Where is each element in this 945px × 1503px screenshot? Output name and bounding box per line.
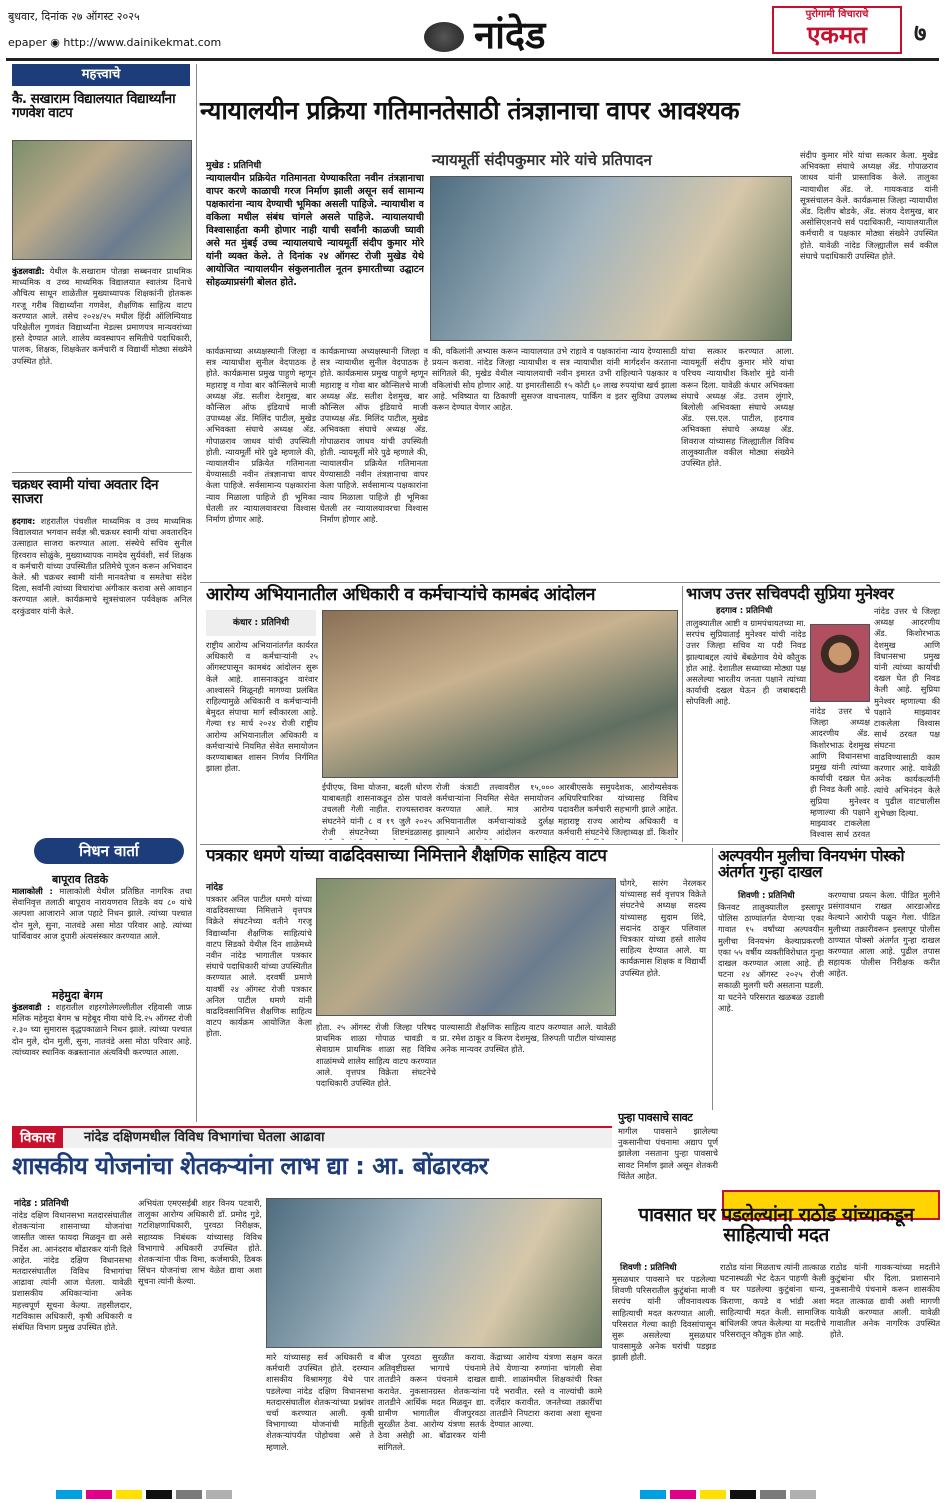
obituary2-body: [12, 1002, 192, 1122]
health-text1: राष्ट्रीय आरोग्य अभियानांतर्गत कार्यरत अधिकारी व कर्मचाऱ्यांनी २५ ऑगस्टपासून कामबंद आंदोलन सुरू केले आहे. शासनाकडून वारंवार आश्वासने मिळूनही मागण्या प्रलंबित राहिल्यामुळे अधिकारी व कर्मचाऱ्यांनी बेमुदत संपाचा मार्ग स्वीकारला आहे. गेल्या १४ मार्च २०२४ रोजी राष्ट्रीय आरोग्य अभियानातील अधिकारी व कर्मचाऱ्यांचे नियमित सेवेत समायोजन करण्याबाबत शासन निर्णय निर्गमित झाला होता.: [206, 640, 318, 774]
pocso-text1: किनवट तालुक्यातील इस्लापूर पोलिस ठाण्यांतर्गत येणाऱ्या एका गावात १५ वर्षांच्या अल्पवयीन मुलीचा विनयभंग केल्याप्रकरणी एका ५५ वर्षीय व्यक्तीविरोधात गुन्हा दाखल करण्यात आला आहे. ही घटना २४ ऑगस्ट २०२५ रोजी सकाळी मुलगी घरी असताना घडली. या घटनेने परिसरात खळबळ उडाली आहे.: [718, 902, 824, 1013]
epaper-label: epaper: [8, 36, 47, 49]
pocso-dateline: शिवणी : प्रतिनिधी: [738, 891, 795, 901]
vikas-meeting-photo: [266, 1198, 602, 1348]
court-inauguration-photo: [430, 176, 792, 341]
journalist-text4: घोगरे, सारंग नेरलकर यांच्यासह सर्व वृत्तपत्र विक्रेते संघटनेचे अध्यक्ष सदस्य यांच्यासह सुदाम शिंदे, सदानंद ठाकूर पलिवाल चित्रकार यांच्या हस्ते शालेय साहित्य देण्यात आले. या कार्यक्रमास शिक्षक व विद्यार्थी उपस्थित होते.: [620, 878, 706, 978]
journalist-text1: पत्रकार अनिल पाटील धमणे यांच्या वाढदिवसाच्या निमित्ताने वृत्तपत्र विक्रेते संघटनेच्या वतीने गरजू विद्यार्थ्यांना शैक्षणिक साहित्यांचे वाटप सिडको येथील दिन शाळेमध्ये नवीन नांदेड भागातील पत्रकार संघाचे पदाधिकारी यांच्या उपस्थितीत करण्यात आले. दरवर्षी प्रमाणे यावर्षी २४ ऑगस्ट रोजी पत्रकार अनिल पाटील धमणे यांनी वाढदिवसानिमित्त शैक्षणिक साहित्य वाटप कार्यक्रम आयोजित केला होता.: [206, 894, 312, 1039]
obituary1-name: बापूराव तिडके: [52, 873, 109, 886]
obituary2-text: शहरातील शहरगोलेगल्लीतील रहिवासी जाफ्र मलिक महेमुदा बेगम भ्र महेबूद मीया यांचे दि.२५ ऑगस्ट रोजी २.३० च्या सुमारास वृद्धपकाळाने निधन झाले. त्यांच्या पश्चात दोन मुले, दोन मुली, सुना, नातवंडे असा मोठा परिवार आहे. त्यांच्यावर स्थानिक कब्रस्तानात अंत्यविधी करण्यात आला.: [12, 1002, 192, 1057]
sidebar-story1-dateline: कुंडलवाडी:: [12, 266, 45, 276]
vikas-strip-text: नांदेड दक्षिणमधील विविध विभागांचा घेतला आढावा: [84, 1130, 325, 1145]
lead-body-col2: की, वकिलांनी अभ्यास करून न्यायालयात उभे राहावे व पक्षकारांना न्याय देण्यासाठी प्रयत्न करावा. नांदेड जिल्हा न्यायाधीश व सत्र न्यायाधीश यांनी मार्गदर्शन करताना सांगितले की, मुखेड येथील न्यायालयाची नवीन इमारत उभी राहिल्याने पक्षकार व वकिलांची सोय होणार आहे. या इमारतीसाठी १५ कोटी ६० लाख रुपयांचा खर्च झाला आहे. भविष्यात या ठिकाणी सुसज्ज वाचनालय, पार्किंग व इतर सुविधा उपलब्ध करून देण्यात येणार आहेत.: [432, 346, 677, 413]
lead-headline: न्यायालयीन प्रक्रिया गतिमानतेसाठी तंत्रज्ञानाचा वापर आवश्यक: [200, 96, 740, 125]
brand-name: एकमत: [807, 20, 867, 49]
lead-body-col3: यांचा सत्कार करण्यात आला. न्यायमूर्ती संदीप कुमार मोरे यांचा परिचय न्यायाधीश किशोर मुंडे यांनी करून दिला. यावेळी कंधार अभिवक्ता संघाचे अध्यक्ष ॲड. उत्तम लुंगारे, बिलोली अभिवक्ता संघाचे अध्यक्ष ॲड. एस.एल. पाटील, हदगाव अभिवक्ता संघाचे अध्यक्ष ॲड. शिवराज यांच्यासह जिल्ह्यातील विविध तालुक्यातील वकील मोठ्या संख्येने उपस्थित होते.: [681, 346, 794, 469]
brand-logo: [772, 6, 902, 54]
journalist-text2: होता. २५ ऑगस्ट रोजी जिल्हा परिषद प्राथमिक शाळा गोपाळ चावडी व सेवाग्राम प्राथमिक शाळा सह विविध शाळांमध्ये शालेय साहित्य वाटप करण्यात आले. वृत्तपत्र विक्रेता संघटनेचे पदाधिकारी उपस्थित होते.: [316, 1022, 436, 1089]
obituary1-body: [12, 886, 192, 982]
obituary1-dateline: मालाकोली :: [12, 886, 53, 896]
rain-brief-text: मागील पावसाने झालेल्या नुकसानीचा पंचनामा अद्याप पूर्ण झालेला नसताना पुन्हा पावसाचे सावट निर्माण झाले असून शेतकरी चिंतेत आहेत.: [618, 1126, 718, 1181]
lead-intro: न्यायालयीन प्रक्रियेत गतिमानता येण्याकरिता नवीन तंत्रज्ञानाचा वापर करणे काळाची गरज निर्माण झाली असून सर्व सामान्य पक्षकारांना न्याय देण्याची भूमिका असली पाहिजे. न्यायाधीश व वकिला मधील संबंध चांगले असले पाहिजे. न्यायालयाची विश्वासार्हता कमी होणार नाही याची सर्वांनी काळजी घ्यावी असे मत मुंबई उच्च न्यायालयाचे न्यायमूर्ती संदीप कुमार मोरे यांनी व्यक्त केले. ते दिनांक २४ ऑगस्ट रोजी मुखेड येथे आयोजित न्यायालयीन संकुलनातील नूतन इमारतीच्या उद्घाटन सोहळ्याप्रसंगी बोलत होते.: [206, 173, 424, 288]
bjp-dateline: हदगाव : प्रतिनिधी: [716, 606, 773, 616]
bjp-text1: तालुक्यातील आष्टी व ग्रामपंचायतच्या मा. सरपंच सुप्रियाताई मुनेश्वर यांची नांदेड उत्तर जिल्हा सचिव या पदी निवड झाल्याबद्दल त्यांचे बेंबळेगाव येथे कौतुक होत आहे. देशातील सध्याच्या मोठ्या पक्ष असलेल्या भारतीय जनता पक्षाने त्यांच्या कार्याची दखल घेऊन ही जबाबदारी सोपविली आहे.: [686, 618, 806, 707]
health-text2: ईपीएफ, विमा योजना, बदली धोरण याबाबतही शासनाकडून ठोस पावले उचलली गेली नाहीत. राज्यस्तरावर संघटनेने यांनी ८ व १९ जुलै २०२५ रोजी संघटनेच्या शिष्टमंडळासह: [322, 782, 432, 837]
divider: [200, 582, 940, 583]
lead-body-col4: संदीप कुमार मोरे यांचा सत्कार केला. मुखेड अभिवक्ता संघाचे अध्यक्ष ॲड. गोपाळराव जाधव यांनी प्रास्ताविक केले. तालुका न्यायाधीश ॲड. जे. गायकवाड यांनी सूत्रसंचालन केले. कार्यक्रमास जिल्हा न्यायाधीश ॲड. दिलीप बोडके, ॲड. संजय देशमुख, बार असोसिएशनचे सर्व पदाधिकारी, न्यायालयातील कर्मचारी व पक्षकार मोठ्या संख्येने उपस्थित होते. यावेळी नांदेड जिल्ह्यातील सर्व वकील संघाचे पदाधिकारी उपस्थित होते.: [800, 150, 938, 261]
vikas-strip: [12, 1126, 612, 1148]
vikas-text3: मारे यांच्यासह सर्व अधिकारी व कर्मचारी उपस्थित होते. दरम्यान शासकीय विश्रामगृह येथे पार पडलेल्या नांदेड दक्षिण विधानसभा मतदारसंघातील शेतकऱ्यांच्या प्रश्नांवर चर्चा करण्यात आली. कृषी विभागाच्या योजनांची माहिती शेतकऱ्यांपर्यंत पोहोचवा असे ते म्हणाले.: [266, 1352, 374, 1452]
health-dateline: कंधार : प्रतिनिधी: [206, 610, 316, 636]
column-rule: [196, 64, 197, 1122]
website-url: http://www.dainikekmat.com: [63, 36, 222, 49]
city-name: नांदेड: [474, 12, 546, 57]
bjp-headline: भाजप उत्तर सचिवपदी सुप्रिया मुनेश्वर: [686, 584, 894, 603]
health-text4: आरबीएसके समुपदेशक, आरोग्यसेवक अधिपरिचारिका यांच्यासह विविध पदावरील कर्मचारी सहभागी झाले आहेत. महाराष्ट्र राज्य आरोग्य अधिकारी व कर्मचारी संघटनेचे जिल्हाध्यक्ष डॉ. किशोर: [558, 782, 678, 837]
obituary2-name: महेमुदा बेगम: [52, 989, 103, 1002]
obituary1-text: मालाकोली येथील प्रतिष्ठित नागरिक तथा सेवानिवृत्त तलाठी बापूराव नारायणराव तिडके वय ८० यांचे अल्पशा आजाराने आज पहाटे निधन झाले. त्यांच्या पश्चात दोन मुले, सुना, नातवंडे असा मोठा परिवार आहे. त्यांच्या पार्थिवावर आज दुपारी अंत्यसंस्कार करण्यात आले.: [12, 886, 192, 941]
pocso-text2: करण्याचा प्रयत्न केला. पीडित मुलीने प्रसंगावधान राखत आरडाओरड केल्याने आरोपी पळून गेला. पीडित मुलीच्या तक्रारीवरून इस्लापूर पोलीस ठाण्यात पोक्सो अंतर्गत गुन्हा दाखल करण्यात आला आहे. पुढील तपास सहायक पोलीस निरीक्षक करीत आहेत.: [828, 890, 940, 979]
lead-dateline: मुखेड : प्रतिनिधी: [206, 161, 262, 171]
city-emblem-icon: [424, 22, 464, 52]
lead-subhead: न्यायमूर्ती संदीपकुमार मोरे यांचे प्रतिपादन: [432, 151, 652, 169]
divider: [12, 472, 192, 473]
journalist-text3: पाल्यासाठी शैक्षणिक साहित्य वाटप करण्यात आले. यावेळी प्रा. रमेश ठाकूर व किरण देशमुख, तिरुपती पाटील यांच्यासह अनेक मान्यवर उपस्थित होते.: [440, 1022, 616, 1055]
sidebar-story2-dateline: हदगाव:: [12, 516, 36, 526]
house-text1: मुसळधार पावसाने घर पडलेल्या शिवणी परिसरातील कुटुंबांना माजी सरपंच यांनी जीवनावश्यक साहित्याची मदत करण्यात आली. परिसरात गेल्या काही दिवसांपासून सुरू असलेल्या मुसळधार पावसामुळे अनेक घरांची पडझड झाली होती.: [612, 1274, 716, 1363]
sidebar-story2-text: शहरातील पंचशील माध्यमिक व उच्च माध्यमिक विद्यालयात भगवान सर्वज्ञ श्री.चक्रधर स्वामी यांचा अवतारदिन उत्साहात साजरा करण्यात आला. संस्थेचे सचिव सुनील हिरवराव सोळुंके, मुख्याध्यापक नामदेव सुर्यवंशी, सर्व शिक्षक व कर्मचारी यांच्या उपस्थितीत प्रतिमेचे पूजन करून अभिवादन केले. श्री चक्रधर स्वामी यांनी मानवतेचा व समतेचा संदेश दिला, सर्वांनी त्यांच्या विचारांचा अंगीकार करावा असे आवाहन करण्यात आले. कार्यक्रमाचे सूत्रसंचालन पर्यवेक्षक अनिल दरकुंडवार यांनी केले.: [12, 516, 192, 616]
vikas-text4: बीज पुरवठा सुरळीत करावा. अतिवृष्टीग्रस्त भागाचे पंचनामे तातडीने करून पंचनामे दाखल करावेत. नुकसानग्रस्त शेतकऱ्यांना तातडीने आर्थिक मदत मिळवून द्या. ग्रामीण भागातील वीजपुरवठा सुरळीत ठेवा. आरोग्य यंत्रणा सतर्क ठेवा असेही आ. बोंढारकर यांनी सांगितले.: [378, 1352, 486, 1452]
pocso-headline: अल्पवयीन मुलीचा विनयभंग पोस्को अंतर्गत गुन्हा दाखल: [718, 847, 904, 882]
issue-date: बुधवार, दिनांक २७ ऑगस्ट २०२५: [8, 10, 140, 23]
vikas-headline: शासकीय योजनांचा शेतकऱ्यांना लाभ द्या : आ. बोंढारकर: [12, 1152, 488, 1180]
house-text2: राठोड यांना मिळताच त्यांनी तात्काळ घटनास्थळी भेट देऊन पाहणी केली व घर पडलेल्या कुटुंबांना धान्य, किराणा, कपडे व भांडी अशा साहित्याची मदत केली. सामाजिक बांधिलकी जपत केलेल्या या मदतीचे परिसरातून कौतुक होत आहे.: [720, 1262, 826, 1340]
sidebar-story1-text: येथील कै.सखाराम पोतन्ना सब्बनवार प्राथमिक माध्यमिक व उच्च माध्यमिक विद्यालयात स्वातंत्र्य दिनाचे औचित्य साधून शाळेतील मुख्याध्यापक शिक्षकांनी होतकरू गरजू गरीब विद्यार्थ्यांना गणवेश, शैक्षणिक साहित्य वाटप करण्यात आले. तसेच २०२४/२५ मधील हिंदी ऑलिम्पियाड परिक्षेतील गुणवंत विद्यार्थ्यांना मेडल्स प्रमाणपत्र मान्यवरांच्या हस्ते देण्यात आले. शालेय व्यवस्थापन समितीचे पदाधिकारी, पालक, शिक्षक, शिक्षकेतर कर्मचारी व विद्यार्थी मोठ्या संख्येने उपस्थित होते.: [12, 266, 192, 366]
sidebar-story1-title: कै. सखाराम विद्यालयात विद्यार्थ्यांना गणवेश वाटप: [12, 91, 176, 122]
health-text3: रोजी कंत्राटी तत्त्वावरील १५,००० कर्मचाऱ्यांना नियमित सेवेत समायोजन करण्यात आले. मात्र आरोग्य अभियानातील कर्मचाऱ्यांकडे दुर्लक्ष झाल्याने आरोग्य आंदोलन करण्यात: [436, 782, 554, 837]
rain-brief-headline: पुन्हा पावसाचे सावट: [618, 1111, 693, 1124]
lead-body-col1: कार्यक्रमाच्या अध्यक्षस्थानी जिल्हा व सत्र न्यायाधीश सुनील वेदपाठक हे होते. कार्यक्रमास प्रमुख पाहुणे म्हणून महाराष्ट्र व गोवा बार कौन्सिलचे माजी अध्यक्ष ॲड. सतीश देशमुख, बार कौन्सिल ऑफ इंडियाचे माजी उपाध्यक्ष ॲड. मिलिंद पाटील, मुखेड अभिवक्ता संघाचे अध्यक्ष ॲड. गोपाळराव जाधव यांची उपस्थिती होती. न्यायमूर्ती मोरे पुढे म्हणाले की, न्यायालयीन प्रक्रियेत गतिमानता येण्यासाठी नवीन तंत्रज्ञानाचा वापर केला पाहिजे. सर्वसामान्य पक्षकारांना न्याय मिळाला पाहिजे ही भूमिका घेतली तर न्यायालयावरचा विश्वास निर्माण होणार आहे.: [206, 346, 316, 525]
sidebar-story1-body: [12, 266, 192, 466]
lead-body-col1b: कार्यक्रमाच्या अध्यक्षस्थानी जिल्हा व सत्र न्यायाधीश सुनील वेदपाठक हे होते. कार्यक्रमास प्रमुख पाहुणे म्हणून महाराष्ट्र व गोवा बार कौन्सिलचे माजी अध्यक्ष ॲड. सतीश देशमुख, बार कौन्सिल ऑफ इंडियाचे माजी उपाध्यक्ष ॲड. मिलिंद पाटील, मुखेड अभिवक्ता संघाचे अध्यक्ष ॲड. गोपाळराव जाधव यांची उपस्थिती होती. न्यायमूर्ती मोरे पुढे म्हणाले की, न्यायालयीन प्रक्रियेत गतिमानता येण्यासाठी नवीन तंत्रज्ञानाचा वापर केला पाहिजे. सर्वसामान्य पक्षकारांना न्याय मिळाला पाहिजे ही भूमिका घेतली तर न्यायालयावरचा विश्वास निर्माण होणार आहे.: [320, 346, 428, 525]
bjp-text2a: नांदेड उत्तर चे जिल्हा अध्यक्ष आदरणीय ॲड. किशोरभाऊ देशमुख आणि विधानसभा प्रमुख यांनी त्यांच्या कार्याची दखल घेत ही निवड केली आहे. सुप्रिया मुनेश्वर म्हणाल्या की पक्षाने माझ्यावर टाकलेला विश्वास सार्थ ठरवत पक्ष संघटना वाढविण्यासाठी काम करणार आहे. यावेळी अनेक कार्यकर्त्यांनी त्यांचे अभिनंदन केले व पुढील वाटचालीस शुभेच्छा दिल्या.: [874, 606, 940, 818]
globe-icon: ◉: [50, 36, 60, 49]
vikas-text1: नांदेड दक्षिण विधानसभा मतदारसंघातील शेतकऱ्यांना शासनाच्या योजनांचा जास्तीत जास्त फायदा मिळवून द्या असे निर्देश आ. आनंदराव बोंढारकर यांनी दिले आहेत. नांदेड दक्षिण विधानसभा मतदारसंघातील विविध विभागांचा आढावा त्यांनी आज घेतला. यावेळी प्रशासकीय अधिकाऱ्यांना अनेक महत्त्वपूर्ण सूचना केल्या. तहसीलदार, गटविकास अधिकारी, कृषी अधिकारी व संबंधित विभाग प्रमुख उपस्थित होते.: [12, 1210, 132, 1333]
obituary-label: निधन वार्ता: [34, 838, 184, 864]
column-rule: [712, 848, 713, 1110]
column-rule: [682, 586, 683, 842]
journalist-headline: पत्रकार धमणे यांच्या वाढदिवसाच्या निमित्ताने शैक्षणिक साहित्य वाटप: [206, 846, 607, 866]
school-uniform-photo: [12, 140, 192, 260]
vikas-text5: केंद्राच्या आरोग्य यंत्रणा सक्षम करत तेथे येणाऱ्या रुग्णांना चांगली सेवा द्यावी. शाळांमधील शिक्षकांची रिक्त पदे भरावीत. रस्ते व नाल्यांची कामे दर्जेदार करावीत. जनतेच्या तक्रारींचा तातडीने निपटारा करावा अशा सूचना देण्यात आल्या.: [490, 1352, 602, 1430]
journalist-event-photo: [316, 878, 616, 1016]
sidebar-story2-title: चक्रधर स्वामी यांचा अवतार दिन साजरा: [12, 477, 158, 508]
color-registration-bar: [56, 1484, 236, 1503]
health-protest-photo: [322, 610, 678, 778]
color-registration-bar: [640, 1484, 820, 1503]
house-headline: पावसात घर पडलेल्यांना राठोड यांच्याकडून साहित्याची मदत: [638, 1204, 914, 1246]
vikas-text2: अभियंता एमएसईबी शहर विनय पटवारी, तालुका आरोग्य अधिकारी डॉ. प्रमोद गुडे, गटशिक्षणाधिकारी, पुरवठा निरीक्षक, सहाय्यक निबंधक यांच्यासह विविध विभागाचे अधिकारी उपस्थित होते. शेतकऱ्यांना पीक विमा, कर्जमाफी, ठिबक सिंचन योजनांचा लाभ वेळेत द्यावा अशा सूचना त्यांनी केल्या.: [138, 1198, 262, 1287]
masthead-rule: [6, 58, 939, 61]
journalist-dateline: नांदेड: [206, 883, 223, 893]
vikas-label: विकास: [12, 1128, 63, 1148]
obituary2-dateline: कुंडलवाडी :: [12, 1002, 51, 1012]
house-dateline: शिवणी : प्रतिनिधी: [620, 1263, 677, 1273]
epaper-link[interactable]: [8, 36, 268, 50]
bjp-text2b: नांदेड उत्तर चे जिल्हा अध्यक्ष आदरणीय ॲड. किशोरभाऊ देशमुख आणि विधानसभा प्रमुख यांनी त्यांच्या कार्याची दखल घेत ही निवड केली आहे. सुप्रिया मुनेश्वर म्हणाल्या की पक्षाने माझ्यावर टाकलेला विश्वास सार्थ ठरवत: [810, 706, 870, 840]
page-number: ७: [914, 19, 927, 47]
sidebar-story2-body: [12, 516, 192, 830]
vikas-dateline: नांदेड : प्रतिनिधी: [14, 1199, 69, 1209]
divider: [200, 844, 940, 845]
brand-tagline: पुरोगामी विचाराचे: [805, 9, 869, 20]
house-text3: राठोड यांनी गावकऱ्यांच्या मदतीने कुटुंबांना धीर दिला. प्रशासनाने नुकसानीचे पंचनामे करून शासकीय मदत तात्काळ द्यावी अशी मागणी यावेळी करण्यात आली. यावेळी गावातील अनेक नागरिक उपस्थित होते.: [830, 1262, 940, 1340]
health-headline: आरोग्य अभियानातील अधिकारी व कर्मचाऱ्यांचे कामबंद आंदोलन: [206, 585, 596, 605]
sidebar-section-label: महत्त्वाचे: [12, 64, 190, 86]
supriya-portrait-photo: [810, 624, 870, 702]
